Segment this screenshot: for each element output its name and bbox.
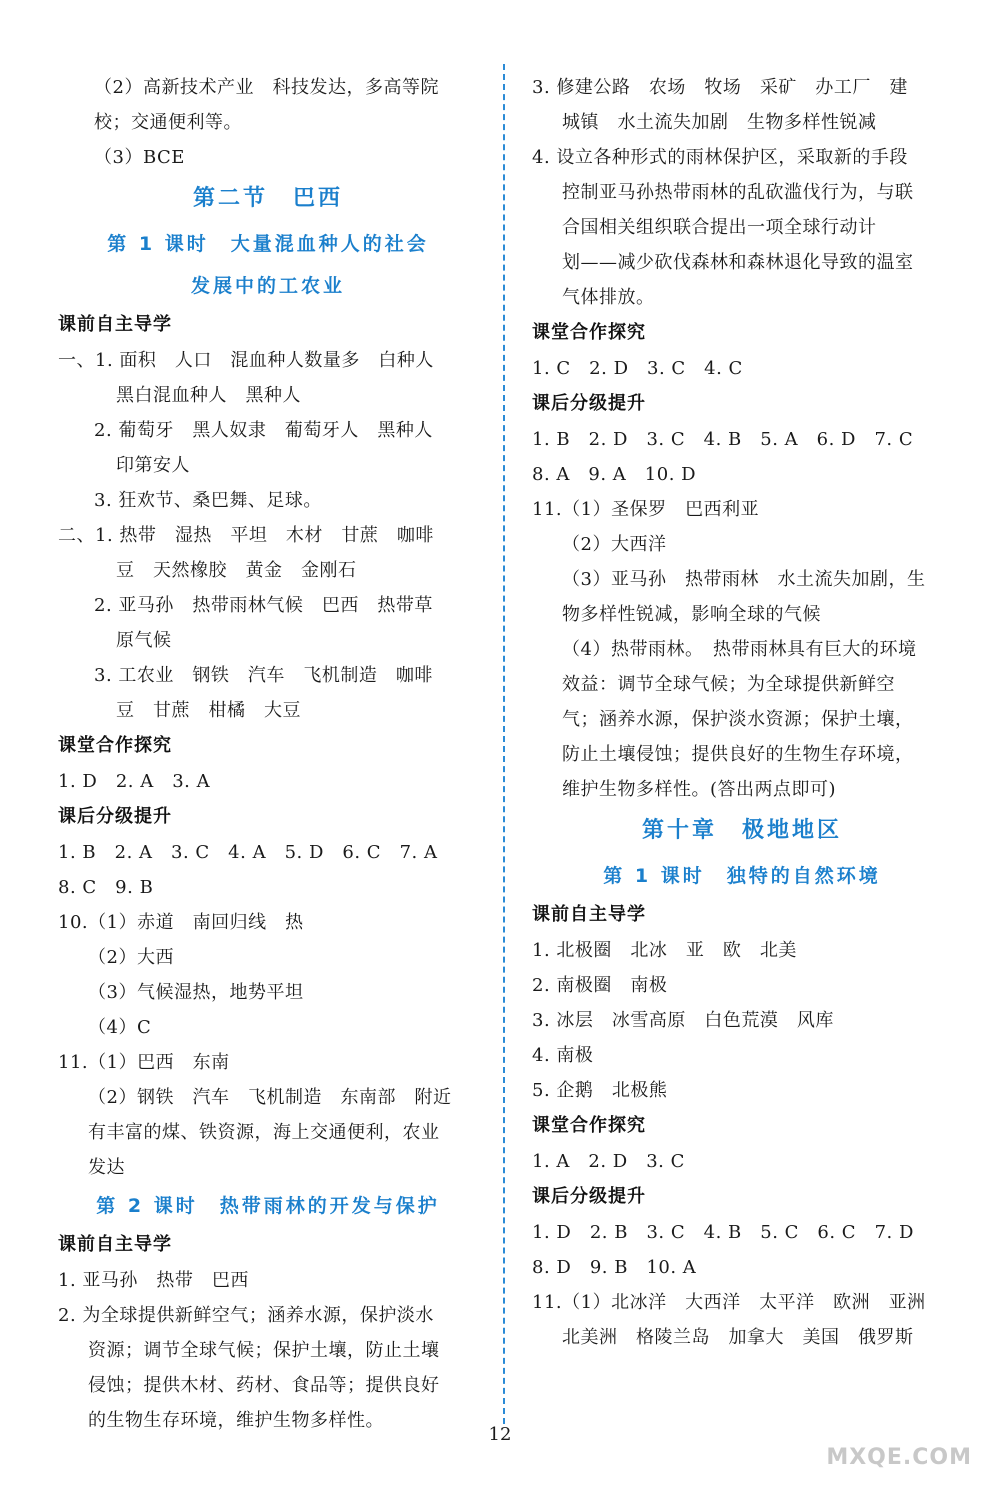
section-title: 第 1 课时 独特的自然环境	[603, 865, 881, 887]
answer-line: 城镇 水土流失加剧 生物多样性锐减	[562, 112, 877, 133]
answer-line: 效益：调节全球气候；为全球提供新鲜空	[562, 674, 895, 695]
answer-line: 3. 修建公路 农场 牧场 采矿 办工厂 建	[532, 77, 908, 98]
answer-line: （2）钢铁 汽车 飞机制造 东南部 附近	[88, 1087, 452, 1108]
answer-line: （3）BCE	[94, 147, 185, 168]
column-divider	[503, 64, 505, 1424]
answer-line: 1. C 2. D 3. C 4. C	[532, 358, 743, 379]
answer-line: 校；交通便利等。	[94, 112, 242, 133]
subsection-heading: 课堂合作探究	[532, 1115, 646, 1136]
subsection-heading: 课前自主导学	[58, 1234, 172, 1255]
section-title: 第二节 巴西	[192, 186, 343, 211]
watermark: MXQE.COM	[826, 1445, 972, 1470]
answer-line: 划——减少砍伐森林和森林退化导致的温室	[562, 252, 914, 273]
answer-line: 2. 亚马孙 热带雨林气候 巴西 热带草	[94, 595, 433, 616]
answer-line: 5. 企鹅 北极熊	[532, 1080, 668, 1101]
subsection-heading: 课前自主导学	[532, 904, 646, 925]
answer-line: 侵蚀；提供木材、药材、食品等；提供良好	[88, 1375, 440, 1396]
answer-line: （2）大西洋	[562, 534, 667, 555]
answer-line: 合国相关组织联合提出一项全球行动计	[562, 217, 877, 238]
answer-line: 8. C 9. B	[58, 877, 154, 898]
answer-line: 气；涵养水源，保护淡水资源；保护土壤，	[562, 709, 914, 730]
answer-line: 11.（1）北冰洋 大西洋 太平洋 欧洲 亚洲	[532, 1292, 926, 1313]
page-number: 12	[488, 1424, 512, 1445]
answer-line: 4. 南极	[532, 1045, 594, 1066]
answer-line: 豆 天然橡胶 黄金 金刚石	[116, 560, 357, 581]
answer-line: 11.（1）圣保罗 巴西利亚	[532, 499, 760, 520]
answer-line: 3. 工农业 钢铁 汽车 飞机制造 咖啡	[94, 665, 433, 686]
answer-line: 2. 南极圈 南极	[532, 975, 668, 996]
subsection-heading: 课后分级提升	[58, 806, 172, 827]
answer-line: 3. 狂欢节、桑巴舞、足球。	[94, 490, 322, 511]
answer-line: 一、1. 面积 人口 混血种人数量多 白种人	[58, 350, 434, 371]
answer-line: 10.（1）赤道 南回归线 热	[58, 912, 304, 933]
answer-line: 1. B 2. D 3. C 4. B 5. A 6. D 7. C	[532, 429, 914, 450]
answer-line: 北美洲 格陵兰岛 加拿大 美国 俄罗斯	[562, 1327, 914, 1348]
section-title: 发展中的工农业	[190, 275, 345, 297]
answer-line: 1. B 2. A 3. C 4. A 5. D 6. C 7. A	[58, 842, 438, 863]
answer-line: 资源；调节全球气候；保护土壤，防止土壤	[88, 1340, 440, 1361]
answer-line: 防止土壤侵蚀；提供良好的生物生存环境，	[562, 744, 914, 765]
answer-line: （3）气候湿热，地势平坦	[88, 982, 304, 1003]
answer-line: 二、1. 热带 湿热 平坦 木材 甘蔗 咖啡	[58, 525, 434, 546]
answer-line: 8. A 9. A 10. D	[532, 464, 697, 485]
right-column	[532, 70, 952, 1355]
answer-line: （4）热带雨林。 热带雨林具有巨大的环境	[562, 639, 917, 660]
subsection-heading: 课堂合作探究	[58, 735, 172, 756]
section-title: 第十章 极地地区	[641, 818, 842, 843]
answer-line: 气体排放。	[562, 287, 655, 308]
answer-line: 1. A 2. D 3. C	[532, 1151, 685, 1172]
answer-line: 维护生物多样性。(答出两点即可)	[562, 779, 837, 800]
answer-line: 原气候	[116, 630, 172, 651]
answer-line: 1. D 2. A 3. A	[58, 771, 211, 792]
answer-line: 物多样性锐减，影响全球的气候	[562, 604, 821, 625]
answer-line: 11.（1）巴西 东南	[58, 1052, 230, 1073]
answer-line: （3）亚马孙 热带雨林 水土流失加剧，生	[562, 569, 926, 590]
section-title: 第 1 课时 大量混血种人的社会	[107, 233, 429, 255]
answer-line: 1. 北极圈 北冰 亚 欧 北美	[532, 940, 797, 961]
answer-line: 控制亚马孙热带雨林的乱砍滥伐行为，与联	[562, 182, 914, 203]
left-column	[58, 70, 478, 1438]
answer-line: 1. 亚马孙 热带 巴西	[58, 1270, 249, 1291]
answer-line: （2）高新技术产业 科技发达，多高等院	[94, 77, 439, 98]
answer-line: 豆 甘蔗 柑橘 大豆	[116, 700, 301, 721]
answer-line: 印第安人	[116, 455, 190, 476]
answer-line: 2. 葡萄牙 黑人奴隶 葡萄牙人 黑种人	[94, 420, 433, 441]
answer-line: 2. 为全球提供新鲜空气；涵养水源，保护淡水	[58, 1305, 434, 1326]
answer-line: 的生物生存环境，维护生物多样性。	[88, 1410, 384, 1431]
answer-line: （2）大西	[88, 947, 174, 968]
answer-line: 有丰富的煤、铁资源，海上交通便利，农业	[88, 1122, 440, 1143]
answer-line: 发达	[88, 1157, 125, 1178]
answer-line: 黑白混血种人 黑种人	[116, 385, 301, 406]
section-title: 第 2 课时 热带雨林的开发与保护	[96, 1195, 440, 1217]
answer-line: 1. D 2. B 3. C 4. B 5. C 6. C 7. D	[532, 1222, 914, 1243]
subsection-heading: 课堂合作探究	[532, 322, 646, 343]
subsection-heading: 课后分级提升	[532, 1186, 646, 1207]
answer-line: 4. 设立各种形式的雨林保护区，采取新的手段	[532, 147, 908, 168]
answer-line: （4）C	[88, 1017, 152, 1038]
subsection-heading: 课后分级提升	[532, 393, 646, 414]
answer-line: 3. 冰层 冰雪高原 白色荒漠 风库	[532, 1010, 834, 1031]
answer-line: 8. D 9. B 10. A	[532, 1257, 697, 1278]
subsection-heading: 课前自主导学	[58, 314, 172, 335]
